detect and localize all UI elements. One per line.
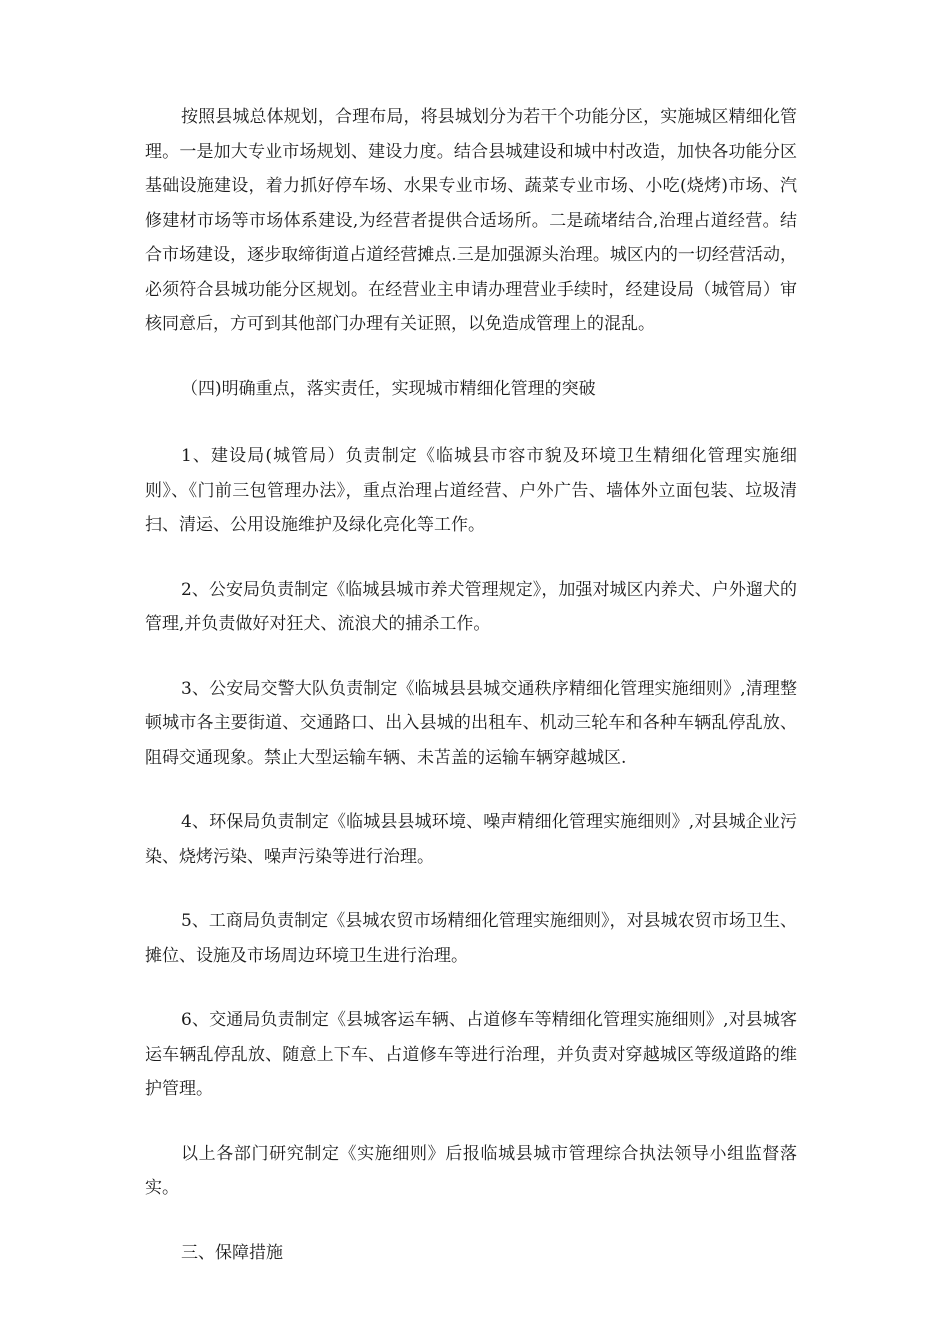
section-heading-four: （四)明确重点，落实责任，实现城市精细化管理的突破 bbox=[181, 378, 596, 399]
paragraph-item-1-construction-bureau: 1、建设局(城管局）负责制定《临城县市容市貌及环境卫生精细化管理实施细则》、《门前三包管理办法》，重点治理占道经营、户外广告、墙体外立面包装、垃圾清扫、清运、公用设施维护及绿化亮化等工作。 bbox=[145, 446, 797, 535]
paragraph-item-4-environmental-bureau: 4、环保局负责制定《临城县县城环境、噪声精细化管理实施细则》,对县城企业污染、烧烤污染、噪声污染等进行治理。 bbox=[145, 812, 797, 867]
paragraph-item-5-commerce-bureau: 5、工商局负责制定《县城农贸市场精细化管理实施细则》，对县城农贸市场卫生、摊位、设施及市场周边环境卫生进行治理。 bbox=[145, 911, 797, 966]
paragraph-implementation-summary: 以上各部门研究制定《实施细则》后报临城县城市管理综合执法领导小组监督落实。 bbox=[145, 1143, 797, 1198]
paragraph-item-2-public-security: 2、公安局负责制定《临城县城市养犬管理规定》，加强对城区内养犬、户外遛犬的管理,并负责做好对狂犬、流浪犬的捕杀工作。 bbox=[145, 579, 797, 634]
paragraph-item-6-transport-bureau: 6、交通局负责制定《县城客运车辆、占道修车等精细化管理实施细则》,对县城客运车辆乱停乱放、随意上下车、占道修车等进行治理，并负责对穿越城区等级道路的维护管理。 bbox=[145, 1010, 797, 1099]
document-page bbox=[145, 100, 797, 1303]
paragraph-item-3-traffic-police: 3、公安局交警大队负责制定《临城县县城交通秩序精细化管理实施细则》,清理整顿城市各主要街道、交通路口、出入县城的出租车、机动三轮车和各种车辆乱停乱放、阻碍交通现象。禁止大型运输车辆、未苫盖的运输车辆穿越城区. bbox=[145, 678, 797, 768]
paragraph-functional-zoning: 按照县城总体规划，合理布局，将县城划分为若干个功能分区，实施城区精细化管理。一是加大专业市场规划、建设力度。结合县城建设和城中村改造，加快各功能分区基础设施建设，着力抓好停车场、水果专业市场、蔬菜专业市场、小吃(烧烤)市场、汽修建材市场等市场体系建设,为经营者提供合适场所。二是疏堵结合,治理占道经营。结合市场建设，逐步取缔街道占道经营摊点.三是加强源头治理。城区内的一切经营活动，必须符合县城功能分区规划。在经营业主申请办理营业手续时，经建设局（城管局）审核同意后，方可到其他部门办理有关证照，以免造成管理上的混乱。 bbox=[145, 107, 797, 334]
section-heading-safeguards: 三、保障措施 bbox=[181, 1242, 283, 1263]
